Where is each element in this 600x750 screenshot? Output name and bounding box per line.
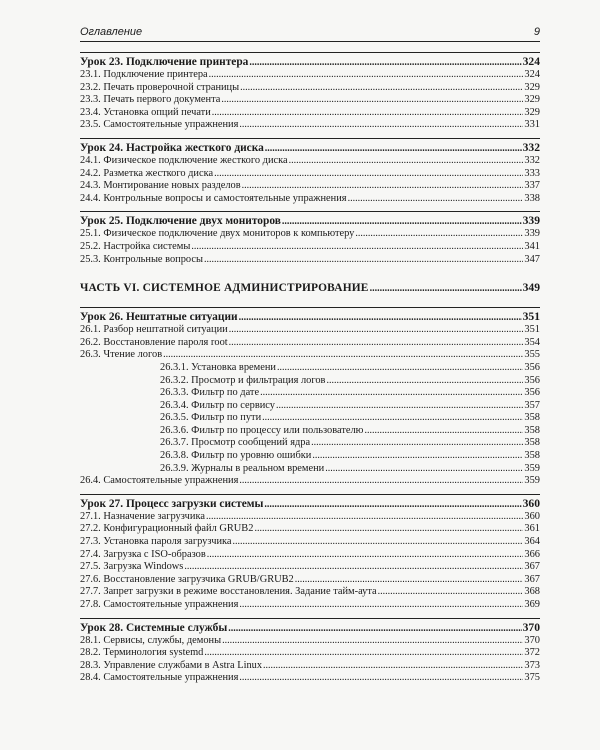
part-section	[80, 280, 540, 295]
toc-section-entry[interactable]	[80, 82, 540, 95]
toc-section-entry[interactable]	[80, 635, 540, 648]
toc-entry-page: 370	[524, 634, 540, 646]
toc-entry-page: 364	[524, 536, 540, 548]
toc-entry-page: 370	[522, 620, 540, 634]
toc-section-entry[interactable]	[80, 228, 540, 241]
toc-entry-page: 331	[524, 119, 540, 131]
toc-entry-title: 26.3.5. Фильтр по пути	[160, 412, 262, 424]
toc-entry-title: 26.3.6. Фильтр по процессу или пользователю	[160, 424, 364, 436]
dot-leader	[378, 586, 524, 599]
dot-leader	[370, 281, 522, 296]
toc-entry-title: 26.3. Чтение логов	[80, 349, 163, 361]
toc-entry-page: 355	[524, 349, 540, 361]
dot-leader	[239, 310, 522, 325]
toc-lesson-entry[interactable]	[80, 496, 540, 511]
toc-entry-title: 27.2. Конфигурационный файл GRUB2	[80, 523, 254, 535]
dot-leader	[242, 180, 524, 193]
toc-section-entry[interactable]	[80, 155, 540, 168]
dot-leader	[239, 599, 523, 612]
toc-entry-page: 367	[524, 561, 540, 573]
toc-entry-page: 332	[524, 154, 540, 166]
toc-lesson-entry[interactable]	[80, 54, 540, 69]
toc-entry-title: 26.3.1. Установка времени	[160, 361, 276, 373]
toc-subsubsection-entry[interactable]	[80, 437, 540, 450]
toc-entry-title: 27.6. Восстановление загрузчика GRUB/GRUB2	[80, 573, 294, 585]
dot-leader	[264, 497, 521, 512]
toc-subsubsection-entry[interactable]	[80, 425, 540, 438]
toc-section-entry[interactable]	[80, 599, 540, 612]
toc-entry-title: 27.1. Назначение загрузчика	[80, 510, 205, 522]
toc-entry-title: 26.3.3. Фильтр по дате	[160, 387, 260, 399]
toc-entry-title: 26.2. Восстановление пароля root	[80, 336, 228, 348]
toc-section-entry[interactable]	[80, 475, 540, 488]
dot-leader	[239, 475, 523, 488]
toc-section-entry[interactable]	[80, 349, 540, 362]
toc-subsubsection-entry[interactable]	[80, 375, 540, 388]
toc-lesson-entry[interactable]	[80, 140, 540, 155]
toc-entry-title: 27.3. Установка пароля загрузчика	[80, 536, 232, 548]
toc-part-entry[interactable]	[80, 280, 540, 295]
toc-entry-title: 23.1. Подключение принтера	[80, 69, 208, 80]
dot-leader	[282, 214, 522, 229]
toc-entry-title: 25.3. Контрольные вопросы	[80, 253, 203, 265]
toc-entry-title: 23.3. Печать первого документа	[80, 94, 221, 106]
toc-entry-page: 329	[524, 94, 540, 106]
page-header	[80, 26, 540, 42]
toc-subsubsection-entry[interactable]	[80, 362, 540, 375]
toc-entry-page: 358	[524, 437, 540, 449]
toc-entry-page: 347	[524, 253, 540, 265]
dot-leader	[191, 241, 523, 254]
toc-section-entry[interactable]	[80, 94, 540, 107]
toc-entry-title: 26.3.7. Просмотр сообщений ядра	[160, 437, 311, 449]
dot-leader	[239, 119, 523, 132]
dot-leader	[260, 387, 523, 400]
dot-leader	[311, 437, 523, 450]
toc-entry-page: 366	[524, 548, 540, 560]
toc-subsubsection-entry[interactable]	[80, 387, 540, 400]
toc-entry-page: 341	[524, 240, 540, 252]
toc-section-entry[interactable]	[80, 586, 540, 599]
toc-entry-page: 359	[524, 462, 540, 474]
toc-subsubsection-entry[interactable]	[80, 463, 540, 476]
dot-leader	[277, 362, 523, 375]
toc-subsubsection-entry[interactable]	[80, 412, 540, 425]
toc-entry-title: 26.3.9. Журналы в реальном времени	[160, 462, 325, 474]
toc-entry-page: 339	[524, 228, 540, 240]
toc-subsubsection-entry[interactable]	[80, 450, 540, 463]
toc-section-entry[interactable]	[80, 254, 540, 267]
lesson-section	[80, 307, 540, 488]
dot-leader	[326, 375, 523, 388]
toc-entry-page: 360	[524, 510, 540, 522]
toc-entry-page: 329	[524, 81, 540, 93]
toc-section-entry[interactable]	[80, 561, 540, 574]
toc-entry-page: 358	[524, 424, 540, 436]
toc-entry-page: 324	[524, 69, 540, 80]
toc-entry-title: 28.2. Терминология systemd	[80, 647, 204, 659]
toc-entry-title: 27.7. Запрет загрузки в режиме восстановления. Задание тайм-аута	[80, 586, 377, 598]
dot-leader	[222, 635, 523, 648]
toc-section-entry[interactable]	[80, 119, 540, 132]
dot-leader	[228, 621, 521, 636]
toc-entry-title: 26.3.4. Фильтр по сервису	[160, 399, 275, 411]
lesson-section	[80, 618, 540, 685]
dot-leader	[312, 450, 523, 463]
dot-leader	[163, 349, 523, 362]
toc-entry-title: Урок 24. Настройка жесткого диска	[80, 141, 264, 154]
toc-entry-page: 339	[522, 214, 540, 228]
dot-leader	[206, 511, 523, 524]
lesson-section	[80, 138, 540, 205]
toc-entry-title: 23.5. Самостоятельные упражнения	[80, 119, 239, 131]
dot-leader	[207, 549, 524, 562]
dot-leader	[355, 228, 523, 241]
dot-leader	[212, 107, 524, 120]
page-number: 9	[533, 26, 540, 38]
toc-entry-title: 28.1. Сервисы, службы, демоны	[80, 634, 222, 646]
toc-section-entry[interactable]	[80, 536, 540, 549]
toc-entry-page: 351	[524, 324, 540, 336]
lesson-section	[80, 494, 540, 612]
toc-entry-page: 372	[524, 647, 540, 659]
toc-entry-title: 27.8. Самостоятельные упражнения	[80, 599, 239, 610]
toc-entry-title: 24.2. Разметка жесткого диска	[80, 167, 214, 179]
dot-leader	[325, 463, 523, 476]
toc-entry-title: Урок 23. Подключение принтера	[80, 56, 249, 68]
toc-entry-page: 375	[524, 672, 540, 684]
dot-leader	[265, 141, 522, 156]
toc-section-entry[interactable]	[80, 69, 540, 82]
toc-entry-title: 23.4. Установка опций печати	[80, 106, 211, 118]
toc-entry-page: 368	[524, 586, 540, 598]
toc-entry-page: 329	[524, 106, 540, 118]
toc-entry-page: 358	[524, 450, 540, 462]
toc-entry-page: 369	[524, 599, 540, 610]
dot-leader	[249, 55, 521, 70]
toc-entry-title: 27.5. Загрузка Windows	[80, 561, 184, 573]
toc-entry-page: 373	[524, 659, 540, 671]
dot-leader	[240, 82, 523, 95]
toc-section-entry[interactable]	[80, 180, 540, 193]
toc-entry-title: Урок 28. Системные службы	[80, 621, 228, 634]
toc-entry-title: 24.3. Монтирование новых разделов	[80, 180, 241, 192]
toc-entry-page: 361	[524, 523, 540, 535]
toc-lesson-entry[interactable]	[80, 309, 540, 324]
toc-lesson-entry[interactable]	[80, 213, 540, 228]
dot-leader	[263, 660, 523, 673]
toc-entry-title: 28.3. Управление службами в Astra Linux	[80, 659, 263, 671]
toc-entry-page: 349	[522, 281, 540, 295]
dot-leader	[204, 647, 523, 660]
toc-entry-title: 24.4. Контрольные вопросы и самостоятельные упражнения	[80, 192, 347, 204]
dot-leader	[233, 536, 524, 549]
toc-lesson-entry[interactable]	[80, 620, 540, 635]
toc-entry-page: 358	[524, 412, 540, 424]
toc-entry-page: 360	[522, 496, 540, 510]
dot-leader	[221, 94, 523, 107]
toc-entry-page: 333	[524, 167, 540, 179]
dot-leader	[295, 574, 524, 587]
toc-section-entry[interactable]	[80, 549, 540, 562]
toc-entry-page: 356	[524, 361, 540, 373]
toc-section-entry[interactable]	[80, 193, 540, 206]
toc-entry-page: 359	[524, 475, 540, 487]
toc-entry-title: 28.4. Самостоятельные упражнения	[80, 672, 239, 684]
table-of-contents	[80, 52, 540, 685]
dot-leader	[209, 69, 524, 82]
toc-entry-title: Урок 26. Нештатные ситуации	[80, 311, 238, 324]
toc-section-entry[interactable]	[80, 168, 540, 181]
toc-entry-title: 27.4. Загрузка с ISO-образов	[80, 548, 206, 560]
toc-entry-page: 324	[522, 55, 540, 68]
dot-leader	[364, 425, 523, 438]
toc-section-entry[interactable]	[80, 672, 540, 685]
toc-entry-title: 25.1. Физическое подключение двух мониторов к компьютеру	[80, 228, 355, 240]
dot-leader	[289, 155, 524, 168]
toc-entry-page: 357	[524, 399, 540, 411]
toc-entry-page: 367	[524, 573, 540, 585]
toc-section-entry[interactable]	[80, 660, 540, 673]
toc-entry-page: 354	[524, 336, 540, 348]
dot-leader	[214, 168, 523, 181]
dot-leader	[239, 672, 523, 685]
dot-leader	[229, 324, 524, 337]
toc-section-entry[interactable]	[80, 107, 540, 120]
toc-entry-page: 351	[522, 310, 540, 324]
dot-leader	[254, 523, 523, 536]
toc-entry-page: 332	[522, 140, 540, 154]
lesson-section	[80, 52, 540, 132]
toc-section-entry[interactable]	[80, 574, 540, 587]
toc-entry-title: 24.1. Физическое подключение жесткого диска	[80, 154, 288, 166]
toc-section-entry[interactable]	[80, 324, 540, 337]
toc-entry-title: 23.2. Печать проверочной страницы	[80, 81, 240, 93]
toc-section-entry[interactable]	[80, 511, 540, 524]
toc-entry-title: 26.4. Самостоятельные упражнения	[80, 475, 239, 487]
dot-leader	[348, 193, 524, 206]
toc-subsubsection-entry[interactable]	[80, 400, 540, 413]
toc-entry-title: 26.1. Разбор нештатной ситуации	[80, 324, 228, 336]
toc-entry-page: 337	[524, 180, 540, 192]
toc-section-entry[interactable]	[80, 523, 540, 536]
toc-entry-title: Урок 25. Подключение двух мониторов	[80, 215, 281, 228]
toc-entry-title: 26.3.8. Фильтр по уровню ошибки	[160, 450, 312, 462]
toc-entry-page: 356	[524, 387, 540, 399]
dot-leader	[229, 337, 524, 350]
lesson-section	[80, 211, 540, 266]
toc-section-entry[interactable]	[80, 647, 540, 660]
dot-leader	[184, 561, 523, 574]
dot-leader	[276, 400, 523, 413]
toc-section-entry[interactable]	[80, 337, 540, 350]
toc-entry-page: 356	[524, 374, 540, 386]
toc-entry-title: 25.2. Настройка системы	[80, 240, 191, 252]
dot-leader	[204, 254, 523, 267]
toc-entry-title: 26.3.2. Просмотр и фильтрация логов	[160, 374, 326, 386]
toc-section-entry[interactable]	[80, 241, 540, 254]
running-head-title: Оглавление	[80, 26, 143, 38]
toc-entry-title: ЧАСТЬ VI. СИСТЕМНОЕ АДМИНИСТРИРОВАНИЕ	[80, 282, 369, 295]
toc-entry-title: Урок 27. Процесс загрузки системы	[80, 497, 264, 510]
toc-entry-page: 338	[524, 192, 540, 204]
dot-leader	[262, 412, 523, 425]
